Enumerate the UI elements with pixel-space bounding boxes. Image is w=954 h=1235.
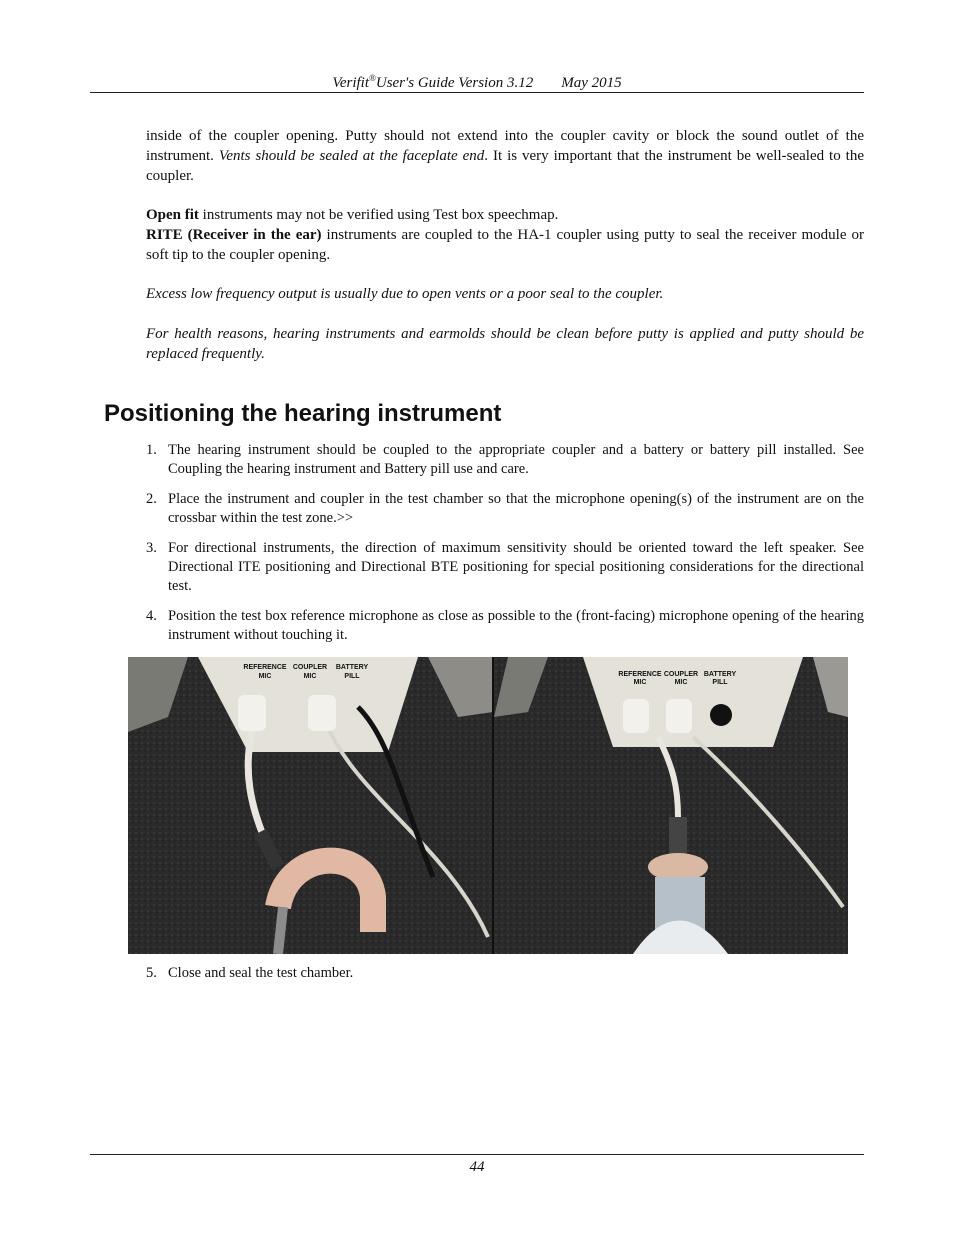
openfit-paragraph (146, 205, 864, 265)
label-mic: MIC (674, 679, 688, 686)
label-pill: PILL (344, 673, 360, 680)
step-text: For directional instruments, the direction of maximum sensitivity should be oriented toward the left speaker. See Directional ITE positioning and Directional BTE positioning for special positioning considerations for the directional test. (168, 540, 864, 594)
step-text: Position the test box reference microphone as close as possible to the (front-facing) microphone opening of the hearing instrument without touching it. (168, 608, 864, 643)
list-item (146, 441, 864, 479)
registered-mark: ® (369, 73, 376, 83)
steps-list-continued (146, 964, 864, 994)
step-number: 2. (146, 491, 157, 507)
step-number: 1. (146, 442, 157, 458)
intro-text-b: . It is very important that the instrument be well-sealed to the coupler. (146, 148, 864, 184)
label-mic: MIC (258, 673, 272, 680)
label-reference: REFERENCE (243, 664, 287, 671)
note-health: For health reasons, hearing instruments and earmolds should be clean before putty is applied and putty should be replaced frequently. (146, 326, 864, 362)
step-number: 4. (146, 608, 157, 624)
list-item (146, 539, 864, 596)
page-footer (90, 1154, 864, 1176)
label-battery: BATTERY (703, 671, 737, 678)
header-guide: User's Guide Version 3.12 (375, 75, 534, 91)
step-text: Place the instrument and coupler in the test chamber so that the microphone opening(s) of the instrument are on the crossbar within the test zone.>> (168, 491, 864, 526)
intro-paragraph (146, 126, 864, 186)
header-date: May 2015 (561, 75, 622, 91)
label-coupler: COUPLER (292, 664, 328, 671)
intro-text-italic: Vents should be sealed at the faceplate end (218, 148, 485, 164)
page-number: 44 (469, 1159, 485, 1175)
photo-ite-panel (493, 657, 848, 954)
steps-list (146, 441, 864, 656)
label-battery: BATTERY (335, 664, 369, 671)
test-chamber-photo (128, 657, 848, 954)
label-pill: PILL (712, 679, 728, 686)
step-number: 5. (146, 965, 157, 981)
label-coupler: COUPLER (663, 671, 699, 678)
step-text: Close and seal the test chamber. (168, 965, 354, 981)
list-item (146, 964, 864, 983)
list-item (146, 490, 864, 528)
openfit-text: instruments may not be verified using Test box speechmap. (198, 207, 559, 223)
note-low-frequency: Excess low frequency output is usually due to open vents or a poor seal to the coupler. (146, 286, 664, 302)
list-item (146, 607, 864, 645)
label-reference: REFERENCE (618, 671, 662, 678)
step-text: The hearing instrument should be coupled to the appropriate coupler and a battery or battery pill installed. See Coupling the hearing instrument and Battery pill use and care. (168, 442, 864, 477)
rite-term: RITE (Receiver in the ear) (146, 227, 322, 243)
label-mic: MIC (633, 679, 647, 686)
step-number: 3. (146, 540, 157, 556)
page-header (90, 68, 864, 93)
openfit-term: Open fit (146, 207, 199, 223)
intro-text-a: inside of the coupler opening. Putty should not extend into the coupler cavity or block the sound outlet of the instrument. (146, 128, 864, 164)
section-title: Positioning the hearing instrument (104, 400, 502, 427)
photo-bte-panel (128, 657, 493, 954)
header-product: Verifit (332, 75, 370, 91)
rite-text: instruments are coupled to the HA-1 coupler using putty to seal the receiver module or soft tip to the coupler opening. (146, 227, 864, 263)
label-mic: MIC (303, 673, 317, 680)
